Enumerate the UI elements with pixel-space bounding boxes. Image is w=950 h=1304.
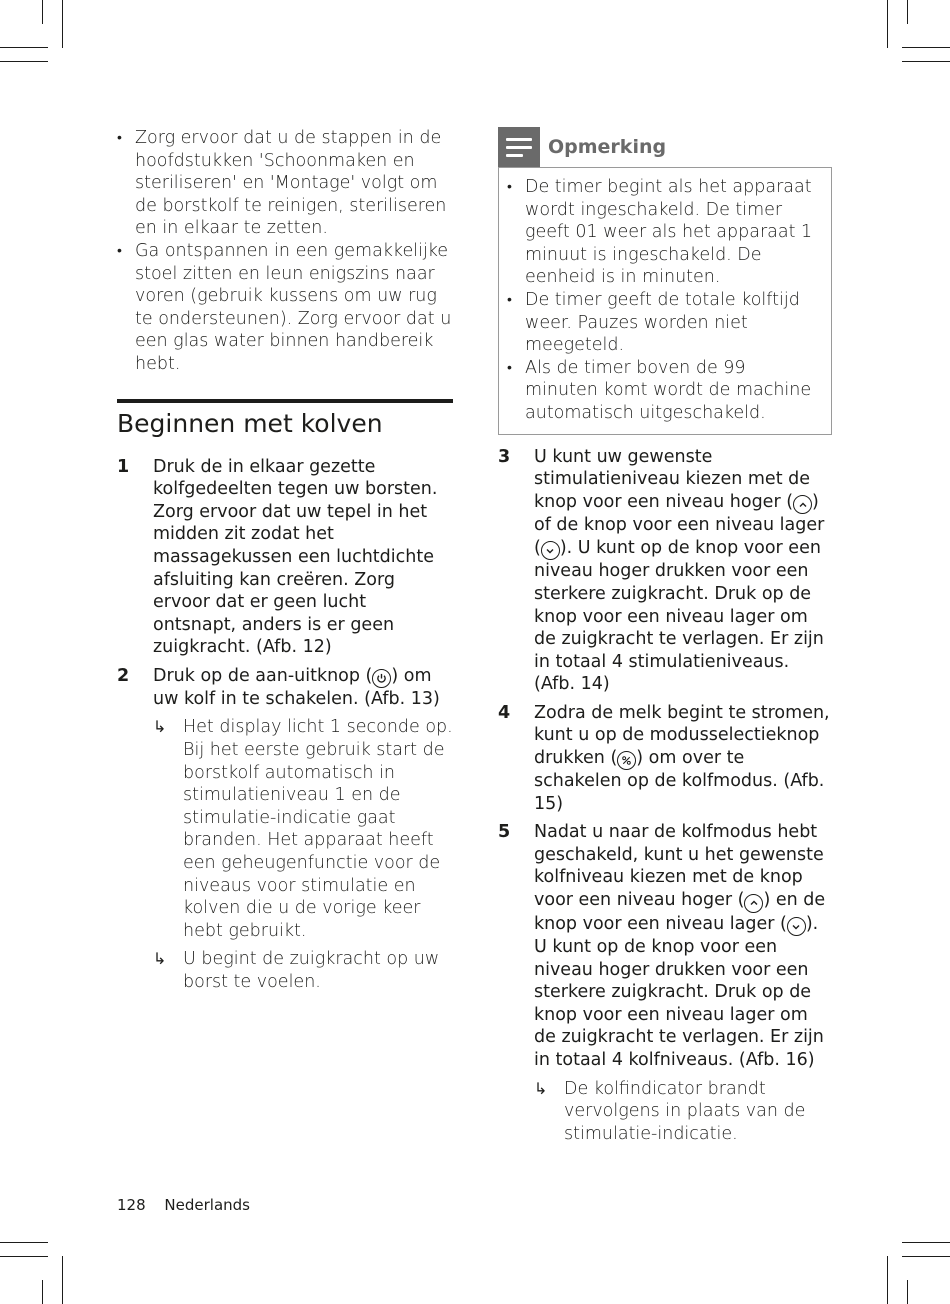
page-footer (117, 1196, 250, 1214)
section-divider (117, 399, 453, 403)
step-number: 2 (117, 665, 130, 686)
result-item: ↳ U begint de zuigkracht op uw borst te voelen. (153, 949, 440, 992)
step-number: 5 (498, 822, 511, 843)
result-item: ↳ Het display licht 1 seconde op. Bij het eerste gebruik start de borstkolf automatisch in stimulatieniveau 1 en de stimulatie-indicatie gaat branden. Het apparaat heeft een geheugenfunctie voor de niveaus voor stimulatie en kolven die u de vorige keer hebt gebruikt. (153, 717, 453, 941)
right-column (498, 127, 832, 1151)
chevron-down-icon (541, 541, 560, 560)
result-item: ↳ De kolfindicator brandt vervolgens in plaats van de stimulatie-indicatie. (534, 1078, 806, 1144)
step-number: 3 (498, 446, 511, 467)
list-item: • Ga ontspannen in een gemakkelijke stoel zitten en leun enigszins naar voren (gebruik kussens om uw rug te ondersteunen). Zorg ervoor dat u een glas water binnen handbereik hebt. (117, 240, 452, 374)
list-item: • Als de timer boven de 99 minuten komt wordt de machine automatisch uitgeschakeld. (507, 357, 812, 423)
power-icon (372, 669, 391, 688)
note-header (498, 127, 832, 167)
chevron-up-icon (793, 495, 812, 514)
step-1 (117, 456, 453, 659)
chevron-up-icon (744, 894, 763, 913)
step-4: 4 Zodra de melk begint te stromen, kunt u op de modusselectieknop drukken ( ) om over te schakelen op de kolfmodus. (Afb. 15) (498, 702, 830, 814)
result-arrow-icon: ↳ (534, 1078, 548, 1098)
step-2: 2 Druk op de aan-uitknop ( ) om uw kolf in te schakelen. (Afb. 13) (117, 665, 440, 709)
step-5: 5 Nadat u naar de kolfmodus hebt geschakeld, kunt u het gewenste kolfniveau kiezen met de knop voor een niveau hoger ( ) en de knop voor een niveau lager ( ). U kunt op de knop voor een niveau hoger drukken voor een sterkere zuigkracht. Druk op de knop voor een niveau lager om de zuigkracht te verlagen. Er zijn in totaal 4 kolfniveaus. (Afb. 16) (498, 822, 826, 1070)
note-box (498, 167, 832, 435)
step-3: 3 U kunt uw gewenste stimulatieniveau kiezen met de knop voor een niveau hoger ( ) of de knop voor een niveau lager ( ). U kunt op de knop voor een niveau hoger drukken voor een sterkere zuigkracht. Druk op de knop voor een niveau lager om de zuigkracht te verlagen. Er zijn in totaal 4 stimulatieniveaus. (Afb. 14) (498, 446, 825, 695)
step-number: 1 (117, 456, 130, 477)
result-arrow-icon: ↳ (153, 717, 167, 737)
step-text: Druk de in elkaar gezette kolfgedeelten tegen uw borsten. Zorg ervoor dat uw tepel in het midden zit zodat het massagekussen een luchtdichte afsluiting kan creëren. Zorg ervoor dat er geen lucht ontsnapt, anders is er geen zuigkracht. (Afb. 12) (153, 456, 438, 658)
step-number: 4 (498, 702, 511, 723)
footer-language: Nederlands (164, 1196, 250, 1214)
page-number: 128 (117, 1196, 146, 1214)
note-title: Opmerking (548, 136, 667, 158)
result-arrow-icon: ↳ (153, 949, 167, 969)
mode-select-icon (617, 751, 636, 770)
note-icon (498, 127, 540, 167)
right-steps (498, 446, 832, 1146)
list-item: • De timer geeft de totale kolftijd weer. Pauzes worden niet meegeteld. (507, 289, 800, 356)
section-title: Beginnen met kolven (117, 408, 383, 438)
intro-bullet-list (117, 127, 453, 376)
left-column (117, 127, 453, 1000)
chevron-down-icon (787, 917, 806, 936)
list-item: • Zorg ervoor dat u de stappen in de hoofdstukken 'Schoonmaken en steriliseren' en 'Montage' volgt om de borstkolf te reinigen, steriliseren en in elkaar te zetten. (117, 128, 447, 239)
note-bullet-list (507, 176, 821, 425)
list-item: • De timer begint als het apparaat wordt ingeschakeld. De timer geeft 01 weer als het apparaat 1 minuut is ingeschakeld. De eenheid is in minuten. (507, 177, 813, 288)
